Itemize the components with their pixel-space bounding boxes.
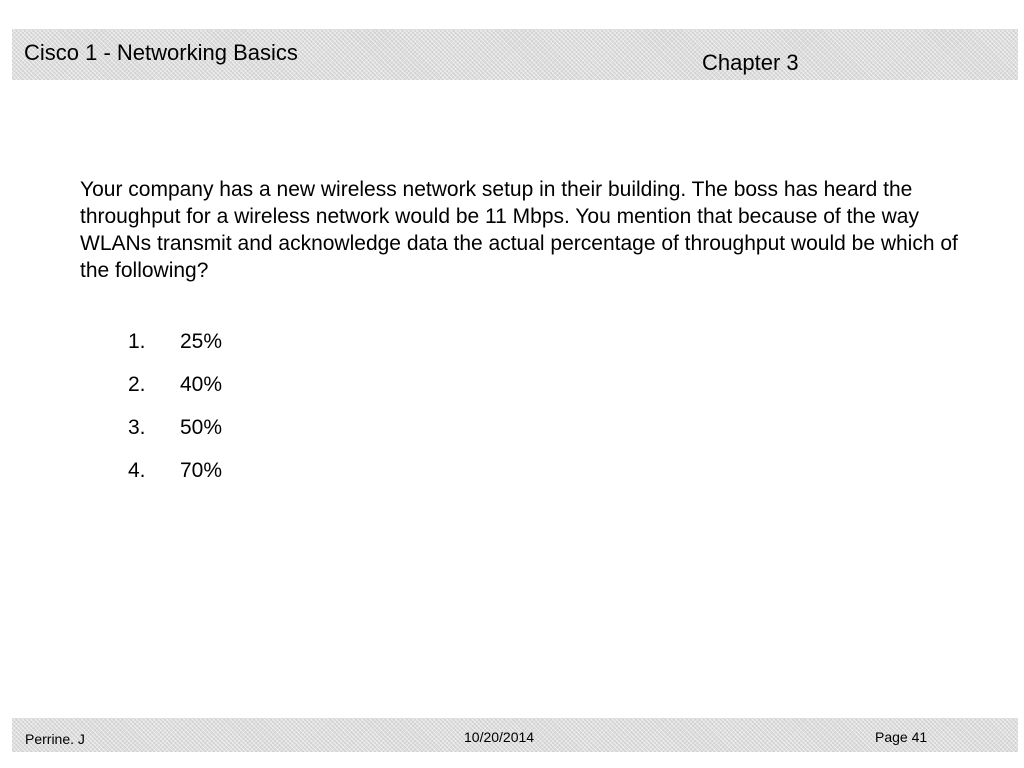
option-label: 40% <box>180 373 223 396</box>
option-label: 50% <box>180 416 223 439</box>
answer-option <box>128 370 222 413</box>
footer-date: 10/20/2014 <box>464 729 535 745</box>
footer-page-number: Page 41 <box>875 729 928 745</box>
course-title: Cisco 1 - Networking Basics <box>24 40 298 65</box>
option-number: 1. <box>128 330 146 353</box>
footer-author: Perrine. J <box>25 731 85 747</box>
answer-option <box>128 413 222 456</box>
option-label: 25% <box>180 330 223 353</box>
option-label: 70% <box>180 459 223 482</box>
option-number: 4. <box>128 459 146 482</box>
option-number: 2. <box>128 373 146 396</box>
answer-options-list <box>128 327 222 499</box>
option-number: 3. <box>128 416 146 439</box>
answer-option <box>128 456 222 499</box>
chapter-title: Chapter 3 <box>702 50 799 75</box>
answer-option <box>128 327 222 370</box>
question-text: Your company has a new wireless network setup in their building. The boss has heard the throughput for a wireless network would be 11 Mbps. You mention that because of the way WLANs transmit and acknowledge data the actual percentage of throughput would be which of the following? <box>80 178 958 282</box>
